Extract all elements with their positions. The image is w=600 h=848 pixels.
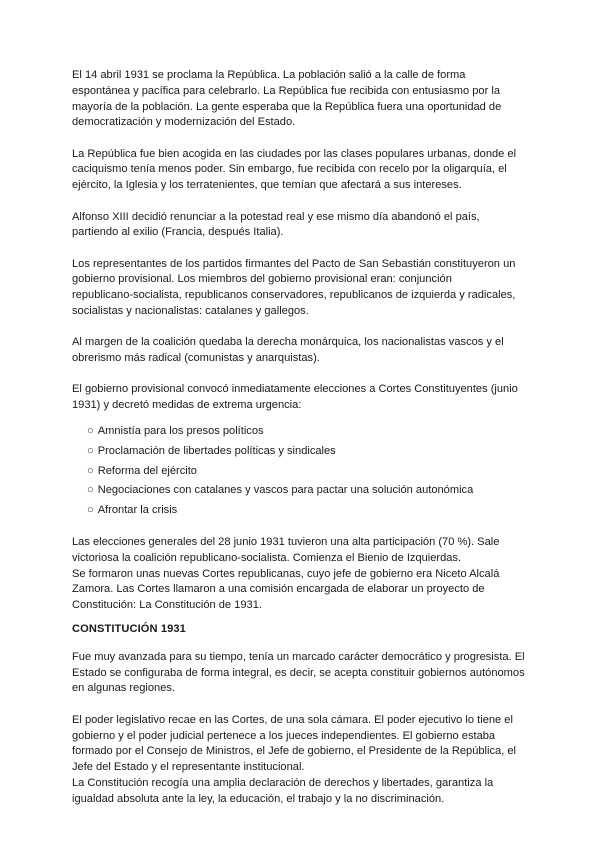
list-item: ○ Amnistía para los presos políticos xyxy=(87,425,264,438)
circle-bullet-icon: ○ xyxy=(87,464,94,477)
paragraph-elections-results: Las elecciones generales del 28 junio 1931 tuvieron una alta participación (70 %). Sale victoriosa la coalición republicano-socialista. Comienza el Bienio de Izquierdas. Se formaron unas nuevas Cortes republicanas, cuyo jefe de gobierno era Niceto Alcalá Zamora. Las Cortes llamaron a una comisión encargada de elaborar un proyecto de Constitución: La Constitución de 1931. xyxy=(72,536,500,612)
circle-bullet-icon: ○ xyxy=(87,504,94,517)
circle-bullet-icon: ○ xyxy=(87,425,94,438)
paragraph-reception: La República fue bien acogida en las ciudades por las clases populares urbanas, donde el caciquismo tenía menos poder. Sin embargo, fue recibida con recelo por la oligarquía, el ejército, la Iglesia y los terratenientes, que temían que afectará a sus intereses. xyxy=(72,147,517,192)
paragraph-elections-call: El gobierno provisional convocó inmediatamente elecciones a Cortes Constituyentes (junio 1931) y decretó medidas de extrema urgencia: xyxy=(72,383,518,412)
circle-bullet-icon: ○ xyxy=(87,444,94,457)
paragraph-constitution-character: Fue muy avanzada para su tiempo, tenía un marcado carácter democrático y progresista. El Estado se configuraba de forma integral, es decir, se acepta constituir gobiernos autónomos en algunas regiones. xyxy=(72,650,525,695)
section-title-constitution: CONSTITUCIÓN 1931 xyxy=(72,623,186,636)
paragraph-coalition-margin: Al margen de la coalición quedaba la derecha monárquica, los nacionalistas vascos y el obrerismo más radical (comunistas y anarquistas). xyxy=(72,336,504,365)
paragraph-provisional-government: Los representantes de los partidos firmantes del Pacto de San Sebastián constituyeron un gobierno provisional. Los miembros del gobierno provisional eran: conjunción republicano-socialista, republicanos conservadores, republicanos de izquierda y radicales, socialistas y nacionalistas: catalanes y gallegos. xyxy=(72,257,516,318)
list-item: ○ Proclamación de libertades políticas y sindicales xyxy=(87,444,336,457)
measures-list xyxy=(72,424,530,523)
list-item: ○ Reforma del ejército xyxy=(87,464,197,477)
paragraph-constitution-powers: El poder legislativo recae en las Cortes, de una sola cámara. El poder ejecutivo lo tiene el gobierno y el poder judicial pertenece a los jueces independientes. El gobierno estaba formado por el Consejo de Ministros, el Jefe de gobierno, el Presidente de la República, el Jefe del Estado y el representante institucional. La Constitución recogía una amplia declaración de derechos y libertades, garantiza la igualdad absoluta ante la ley, la educación, el trabajo y la no discriminación. xyxy=(72,713,517,805)
circle-bullet-icon: ○ xyxy=(87,484,94,497)
list-item: ○ Negociaciones con catalanes y vascos para pactar una solución autonómica xyxy=(87,484,474,497)
list-item: ○ Afrontar la crisis xyxy=(87,504,178,517)
paragraph-proclamation: El 14 abril 1931 se proclama la República. La población salió a la calle de forma espontánea y pacífica para celebrarlo. La República fue recibida con entusiasmo por la mayoría de la población. La gente esperaba que la República fuera una oportunidad de democratización y modernización del Estado. xyxy=(72,69,502,129)
paragraph-alfonso: Alfonso XIII decidió renunciar a la potestad real y ese mismo día abandonó el país, partiendo al exilio (Francia, después Italia). xyxy=(72,210,480,239)
